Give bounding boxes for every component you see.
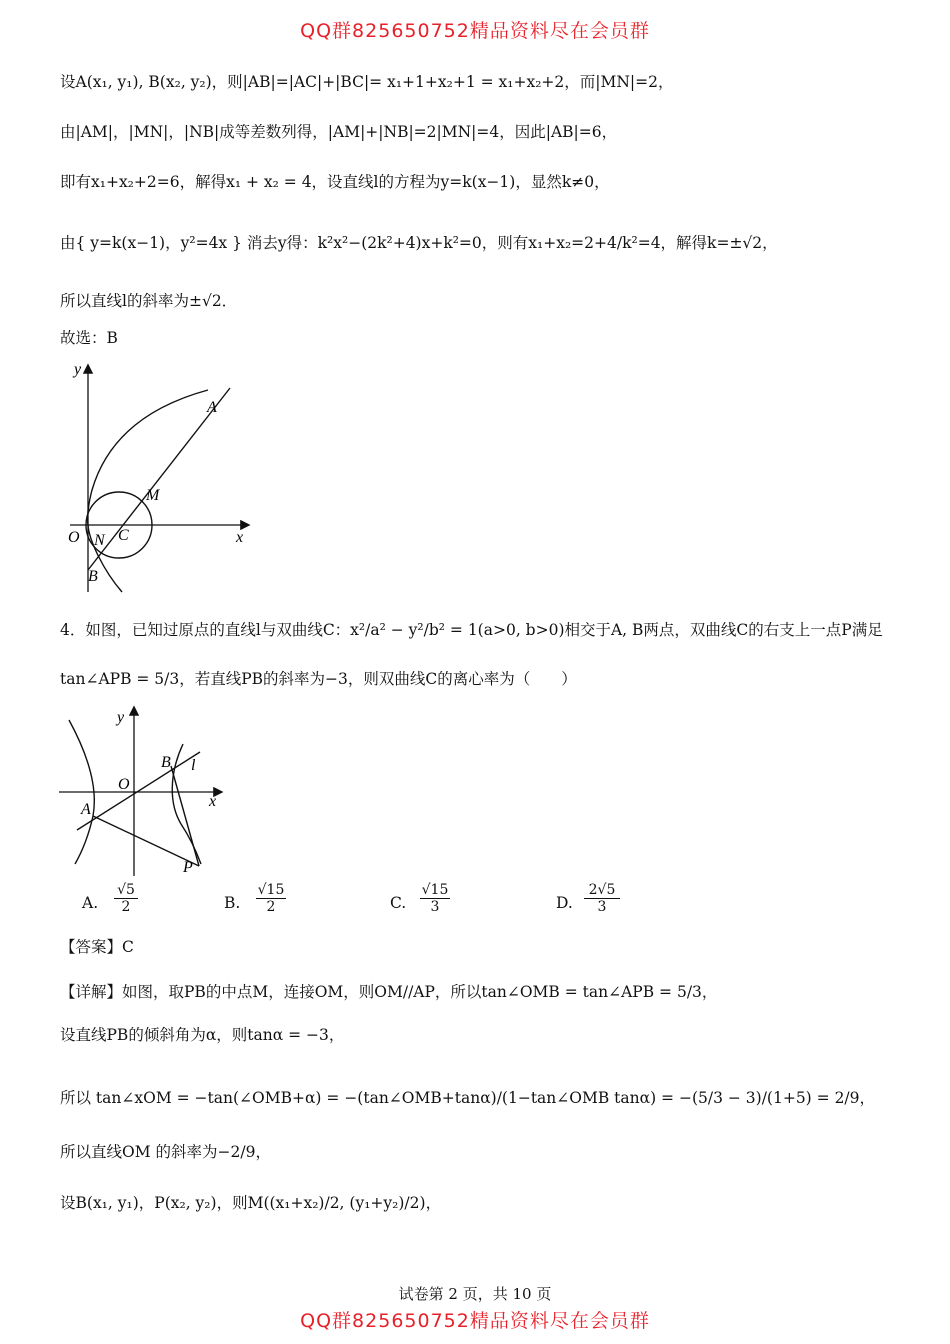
label-N: N (94, 532, 105, 549)
option-d-num: 2√5 (584, 882, 620, 899)
option-d-den: 3 (597, 899, 607, 915)
solution-line-1: 设A(x₁, y₁), B(x₂, y₂)，则|AB|=|AC|+|BC|= x₁+1+x₂+1 = x₁+x₂+2，而|MN|=2， (60, 73, 674, 91)
page-number: 试卷第 2 页，共 10 页 (398, 1285, 552, 1303)
solution-line-6: 故选：B (60, 329, 118, 347)
option-b-letter: B. (224, 894, 241, 912)
label-A: A (207, 399, 217, 416)
solution-line-5: 所以直线l的斜率为±√2． (60, 292, 238, 310)
label-P-2: P (183, 859, 193, 876)
solution-line-3: 即有x₁+x₂+2=6，解得x₁ + x₂ = 4，设直线l的方程为y=k(x−1)，显然k≠0， (60, 173, 610, 191)
option-a-num: √5 (114, 882, 138, 899)
label-O: O (68, 529, 80, 546)
detail-line-3: 所以 tan∠xOM = −tan(∠OMB+α) = −(tan∠OMB+tanα)/(1−tan∠OMB tanα) = −(5/3 − 3)/(1+5) = 2/9， (60, 1089, 876, 1107)
line-BP (171, 766, 199, 866)
label-O-2: O (118, 776, 130, 793)
option-a-den: 2 (121, 899, 131, 915)
line-l (77, 752, 200, 830)
detail-line-5: 设B(x₁, y₁)，P(x₂, y₂)，则M((x₁+x₂)/2, (y₁+y₂)/2)， (60, 1194, 442, 1212)
option-c-den: 3 (430, 899, 440, 915)
question4-line2: tan∠APB = 5/3，若直线PB的斜率为−3，则双曲线C的离心率为（ ） (60, 670, 577, 688)
solution-line-2: 由|AM|，|MN|，|NB|成等差数列得，|AM|+|NB|=2|MN|=4，因此|AB|=6， (60, 123, 618, 141)
label-y: y (74, 361, 82, 378)
hyperbola-right-branch (172, 744, 201, 864)
header-watermark: QQ群825650752精品资料尽在会员群 (300, 20, 650, 42)
detail-line-4: 所以直线OM 的斜率为−2/9， (60, 1143, 271, 1161)
label-x: x (236, 529, 244, 546)
option-c-num: √15 (421, 882, 449, 898)
solution-line-4: 由{ y=k(x−1)，y²=4x } 消去y得：k²x²−(2k²+4)x+k²=0，则有x₁+x₂=2+4/k²=4，解得k=±√2， (60, 234, 778, 252)
label-B-2: B (161, 754, 171, 771)
label-l-2: l (191, 757, 196, 774)
label-A-2: A (81, 801, 91, 818)
detail-line-1: 【详解】如图，取PB的中点M，连接OM，则OM//AP，所以tan∠OMB = tan∠APB = 5/3， (60, 983, 718, 1001)
figure-hyperbola (55, 704, 235, 878)
label-B: B (88, 568, 98, 585)
figure-parabola (58, 360, 258, 596)
answer: 【答案】C (60, 938, 134, 956)
option-b-num: √15 (257, 882, 285, 898)
option-d-letter: D. (556, 894, 573, 912)
question4-line1: 4．如图，已知过原点的直线l与双曲线C：x²/a² − y²/b² = 1(a>0, b>0)相交于A, B两点，双曲线C的右支上一点P满足 (60, 621, 883, 639)
option-c-letter: C. (390, 894, 407, 912)
option-a-letter: A. (82, 894, 99, 912)
label-M: M (146, 487, 160, 504)
label-y-2: y (117, 709, 125, 726)
label-C: C (118, 527, 129, 544)
option-b-den: 2 (266, 899, 276, 915)
footer-watermark: QQ群825650752精品资料尽在会员群 (300, 1310, 650, 1332)
detail-line-2: 设直线PB的倾斜角为α，则tanα = −3， (60, 1026, 345, 1044)
label-x-2: x (209, 793, 217, 810)
